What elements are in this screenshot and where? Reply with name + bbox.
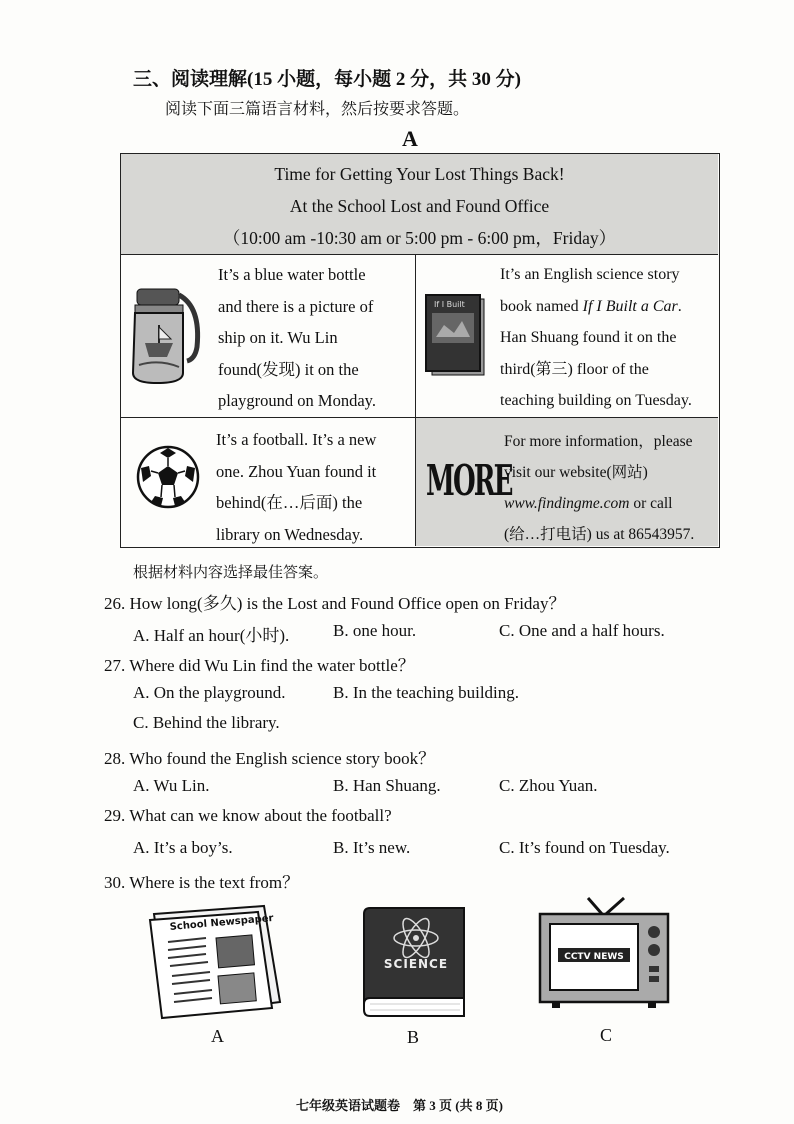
- notice-subtitle: At the School Lost and Found Office: [289, 196, 550, 216]
- option-c[interactable]: C. Behind the library.: [133, 713, 280, 732]
- notice-hours: （10:00 am -10:30 am or 5:00 pm - 6:00 pm，Friday）: [222, 228, 617, 248]
- book-title-text: SCIENCE: [383, 957, 449, 971]
- notice-banner: [121, 154, 718, 255]
- item-text-line: It’s an English science story: [500, 266, 680, 283]
- option-a[interactable]: A. Half an hour(小时).: [133, 626, 290, 645]
- book-cover-text: If I Built: [434, 300, 465, 309]
- item-text-part: .: [677, 297, 682, 315]
- website-link[interactable]: www.findingme.com: [504, 495, 630, 512]
- option-a[interactable]: A. Wu Lin.: [133, 776, 210, 795]
- item-text-line: It’s a blue water bottle: [218, 265, 366, 284]
- more-label: MORE: [426, 456, 512, 505]
- option-c[interactable]: C. It’s found on Tuesday.: [499, 838, 670, 857]
- item-text-line: It’s a football. It’s a new: [216, 430, 377, 449]
- item-text-line: one. Zhou Yuan found it: [216, 461, 377, 481]
- section-instruction: 阅读下面三篇语言材料，然后按要求答题。: [165, 101, 470, 118]
- notice-item-football: [121, 418, 416, 546]
- item-text-part: book named: [500, 297, 583, 315]
- question-stem: 26. How long(多久) is the Lost and Found Office open on Friday？: [104, 594, 566, 613]
- item-text-line: [500, 291, 714, 323]
- item-text-line: playground on Monday.: [218, 391, 376, 410]
- option-a[interactable]: A. It’s a boy’s.: [133, 838, 233, 857]
- item-text-line: Han Shuang found it on the: [500, 329, 677, 346]
- notice-item-science-book: [416, 255, 718, 418]
- picture-label-a: A: [211, 1026, 224, 1046]
- passage-label: A: [402, 126, 418, 151]
- item-text-line: and there is a picture of: [218, 296, 374, 316]
- book-title: If I Built a Car: [582, 297, 678, 315]
- option-c[interactable]: C. One and a half hours.: [499, 621, 665, 640]
- water-bottle-icon: [127, 287, 207, 387]
- item-text-line: teaching building on Tuesday.: [500, 392, 692, 409]
- picture-label-c: C: [600, 1025, 613, 1045]
- question-stem: 30. Where is the text from？: [104, 873, 300, 892]
- item-text-line: visit our website(网站): [504, 464, 648, 481]
- item-text-line: [504, 488, 716, 519]
- option-b[interactable]: B. one hour.: [333, 621, 417, 640]
- item-text-line: behind(在…后面) the: [216, 493, 363, 512]
- book-icon: [424, 293, 490, 379]
- question-stem: 27. Where did Wu Lin find the water bottle？: [104, 656, 415, 675]
- option-b[interactable]: B. In the teaching building.: [333, 683, 520, 702]
- picture-label-b: B: [407, 1027, 420, 1047]
- item-text-line: (给…打电话) us at 86543957.: [504, 526, 695, 543]
- newspaper-icon[interactable]: [146, 902, 286, 1020]
- newspaper-title: School Newspaper: [169, 912, 274, 933]
- option-c[interactable]: C. Zhou Yuan.: [499, 776, 598, 795]
- football-icon: [135, 444, 201, 510]
- option-a[interactable]: A. On the playground.: [133, 683, 286, 702]
- item-text-part: or call: [629, 495, 673, 512]
- notice-title: Time for Getting Your Lost Things Back!: [274, 164, 565, 184]
- notice-item-more-info: [416, 418, 718, 546]
- option-b[interactable]: B. Han Shuang.: [333, 776, 441, 795]
- item-text-line: ship on it. Wu Lin: [218, 328, 338, 347]
- section-title: 三、阅读理解(15 小题，每小题 2 分，共 30 分): [133, 69, 521, 90]
- tv-screen-text: CCTV NEWS: [564, 952, 624, 962]
- question-stem: 28. Who found the English science story book？: [104, 749, 436, 768]
- lost-found-notice: [120, 153, 720, 548]
- science-book-icon[interactable]: [360, 906, 468, 1018]
- item-text-line: For more information，please: [504, 433, 693, 450]
- item-text-line: found(发现) it on the: [218, 359, 359, 379]
- item-text-line: library on Wednesday.: [216, 524, 364, 544]
- page-footer: 七年级英语试题卷 第 3 页 (共 8 页): [296, 1098, 503, 1113]
- notice-item-water-bottle: [121, 255, 416, 418]
- question-stem: 29. What can we know about the football?: [104, 806, 392, 825]
- questions-intro: 根据材料内容选择最佳答案。: [133, 565, 329, 581]
- item-text-line: third(第三) floor of the: [500, 360, 649, 378]
- option-b[interactable]: B. It’s new.: [333, 838, 411, 857]
- tv-icon[interactable]: [536, 896, 672, 1010]
